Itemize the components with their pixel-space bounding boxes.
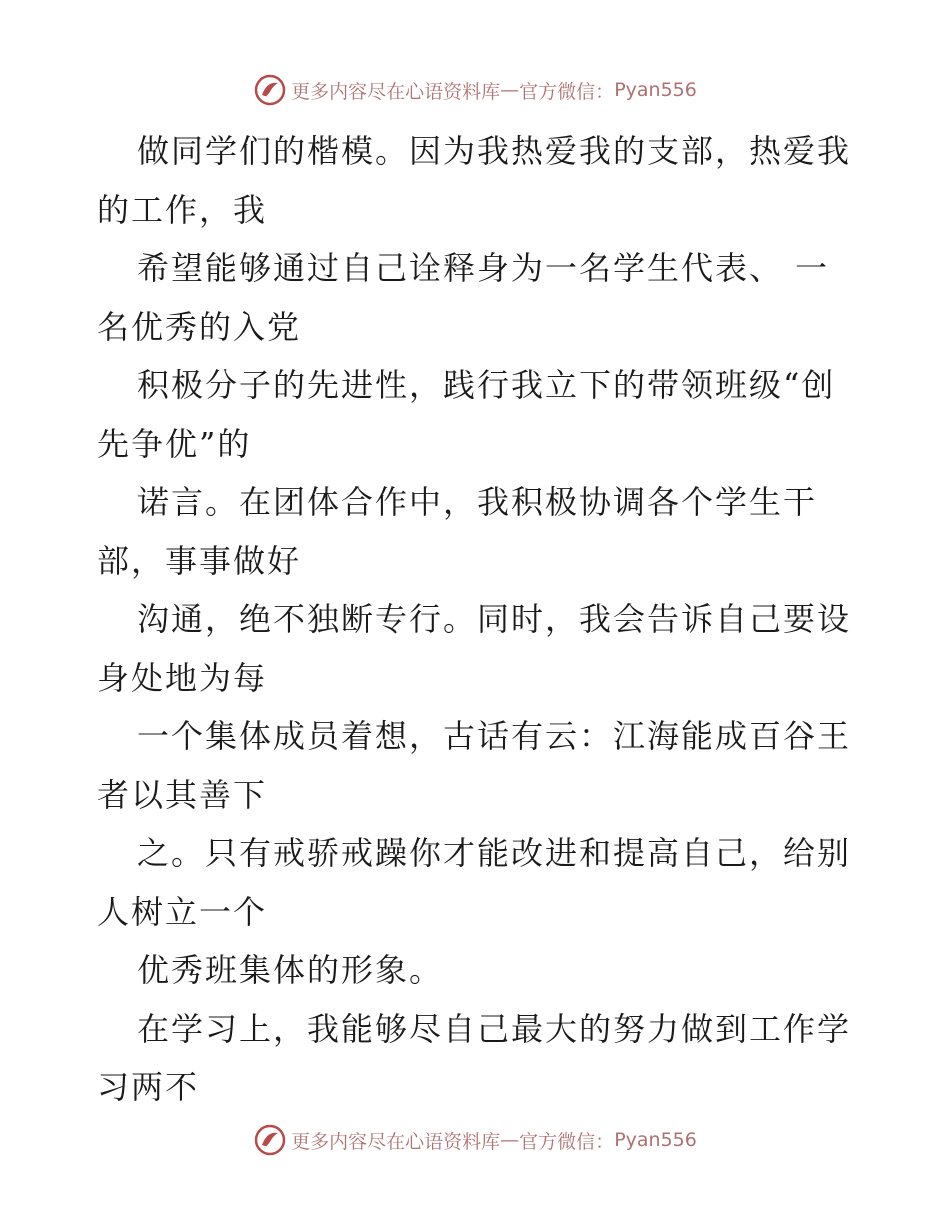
header-watermark (0, 70, 950, 110)
watermark-label: 更多内容尽在心语资料库 (291, 80, 501, 103)
text-line: 积极分子的先进性，践行我立下的带领班级“创 (137, 366, 836, 404)
logo-icon (253, 1123, 287, 1157)
text-line: 沟通，绝不独断专行。同时，我会告诉自己要设 (137, 600, 852, 638)
text-line: 名优秀的入党 (97, 307, 302, 346)
watermark-id: Pyan556 (614, 79, 697, 101)
text-line: 诺言。在团体合作中，我积极协调各个学生干 (137, 483, 818, 521)
text-line: 习两不 (97, 1068, 200, 1106)
text-line: 身处地为每 (97, 658, 268, 697)
watermark-wechat: 官方微信： (519, 80, 615, 103)
text-line: 先争优”的 (97, 424, 252, 463)
text-line: 优秀班集体的形象。 (137, 951, 444, 989)
footer-watermark (0, 1120, 950, 1160)
text-line: 部，事事做好 (97, 541, 302, 580)
watermark-separator: — (500, 1129, 520, 1151)
text-line: 希望能够通过自己诠释身为一名学生代表、 一 (137, 249, 830, 287)
text-line: 做同学们的楷模。因为我热爱我的支部，热爱我 (137, 132, 852, 170)
watermark-separator: — (500, 79, 520, 101)
text-line: 者以其善下 (97, 775, 268, 814)
text-line: 人树立一个 (97, 892, 268, 931)
document-body (97, 122, 867, 1117)
watermark-wechat: 官方微信： (519, 1130, 615, 1153)
text-line: 一个集体成员着想，古话有云：江海能成百谷王 (137, 717, 852, 755)
watermark-label: 更多内容尽在心语资料库 (291, 1130, 501, 1153)
logo-icon (253, 73, 287, 107)
text-line: 在学习上，我能够尽自己最大的努力做到工作学 (137, 1009, 852, 1048)
watermark-id: Pyan556 (614, 1129, 697, 1151)
text-line: 之。只有戒骄戒躁你才能改进和提高自己，给别 (137, 834, 852, 872)
text-line: 的工作，我 (97, 190, 268, 229)
